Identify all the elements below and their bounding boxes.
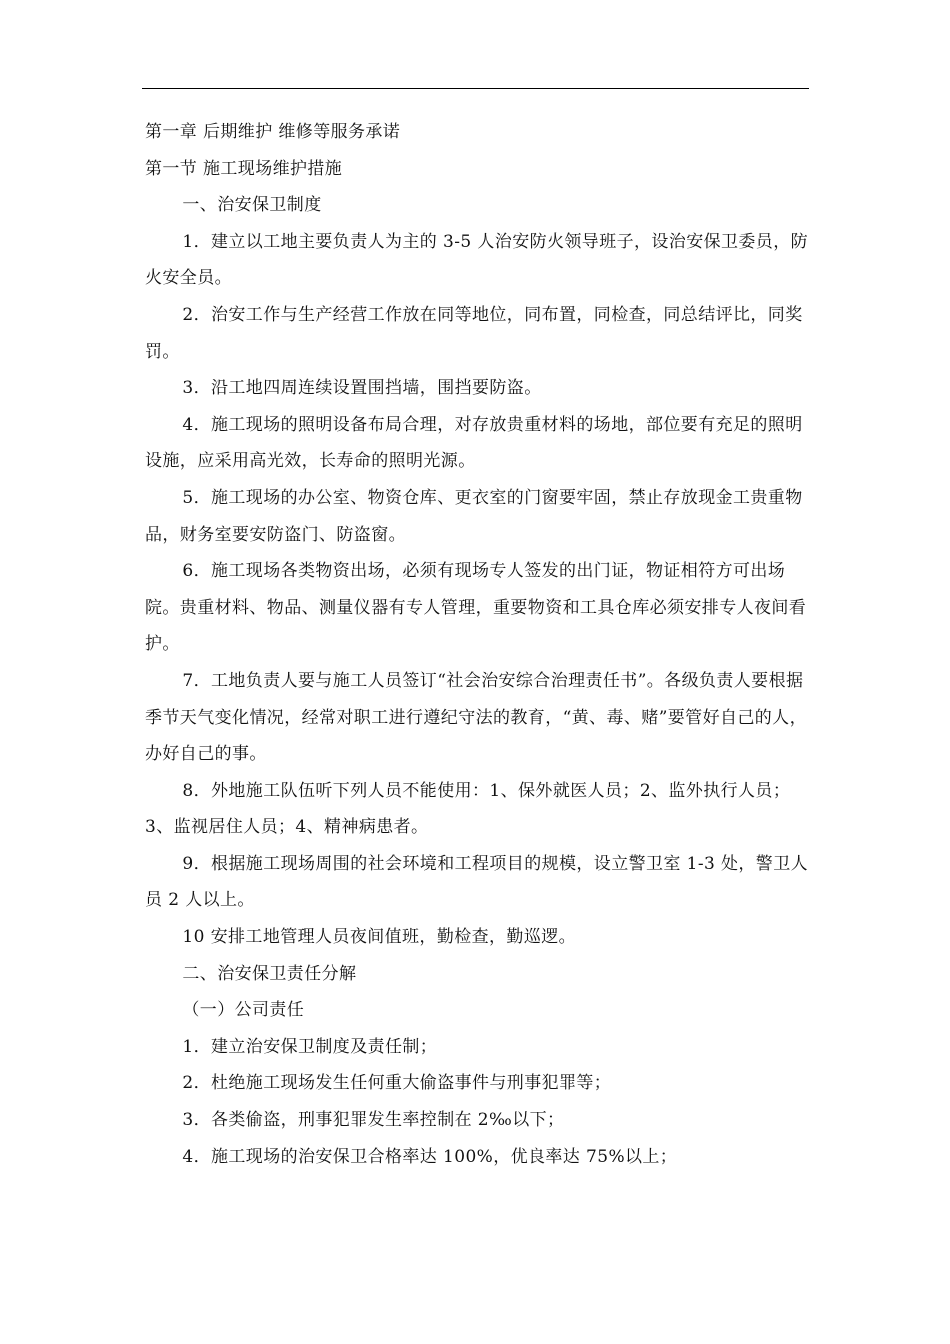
part1-item-5: 5．施工现场的办公室、物资仓库、更衣室的门窗要牢固，禁止存放现金工贵重物品，财务室要安防盗门、防盗窗。 [145, 487, 803, 545]
part1-item-7: 7．工地负责人要与施工人员签订“社会治安综合治理责任书”。各级负责人要根据季节天气变化情况，经常对职工进行遵纪守法的教育，“黄、毒、赌”要管好自己的人，办好自己的事。 [145, 670, 807, 765]
part1-item-10: 10 安排工地管理人员夜间值班，勤检查，勤巡逻。 [182, 927, 577, 948]
part2-heading: 二、治安保卫责任分解 [182, 963, 357, 984]
chapter-title: 第一章 后期维护 维修等服务承诺 [145, 122, 401, 142]
part1-item-3: 3．沿工地四周连续设置围挡墙，围挡要防盗。 [182, 378, 542, 399]
part2-item-4: 4．施工现场的治安保卫合格率达 100%，优良率达 75%以上； [182, 1146, 678, 1167]
part1-item-1: 1．建立以工地主要负责人为主的 3-5 人治安防火领导班子，设治安保卫委员，防火安全员。 [145, 231, 808, 289]
part1-item-2: 2．治安工作与生产经营工作放在同等地位，同布置，同检查，同总结评比，同奖罚。 [145, 304, 803, 362]
part2-item-1: 1．建立治安保卫制度及责任制； [182, 1036, 438, 1057]
part1-item-4: 4．施工现场的照明设备布局合理，对存放贵重材料的场地，部位要有充足的照明设施，应采用高光效，长寿命的照明光源。 [145, 414, 803, 472]
part2-item-3: 3．各类偷盗，刑事犯罪发生率控制在 2‰以下； [182, 1110, 565, 1131]
section-title: 第一节 施工现场维护措施 [145, 158, 343, 179]
part1-item-6: 6．施工现场各类物资出场，必须有现场专人签发的出门证，物证相符方可出场院。贵重材料、物品、测量仪器有专人管理，重要物资和工具仓库必须安排专人夜间看护。 [145, 561, 807, 655]
part2-subheading: （一）公司责任 [182, 1000, 305, 1021]
part1-item-9: 9．根据施工现场周围的社会环境和工程项目的规模，设立警卫室 1-3 处，警卫人员 2 人以上。 [145, 853, 808, 911]
document-body [145, 114, 809, 1175]
part1-heading: 一、治安保卫制度 [182, 195, 322, 216]
header-rule [142, 88, 809, 89]
part2-item-2: 2．杜绝施工现场发生任何重大偷盗事件与刑事犯罪等； [182, 1073, 612, 1094]
part1-item-8: 8．外地施工队伍听下列人员不能使用：1、保外就医人员；2、监外执行人员；3、监视居住人员；4、精神病患者。 [145, 780, 791, 838]
